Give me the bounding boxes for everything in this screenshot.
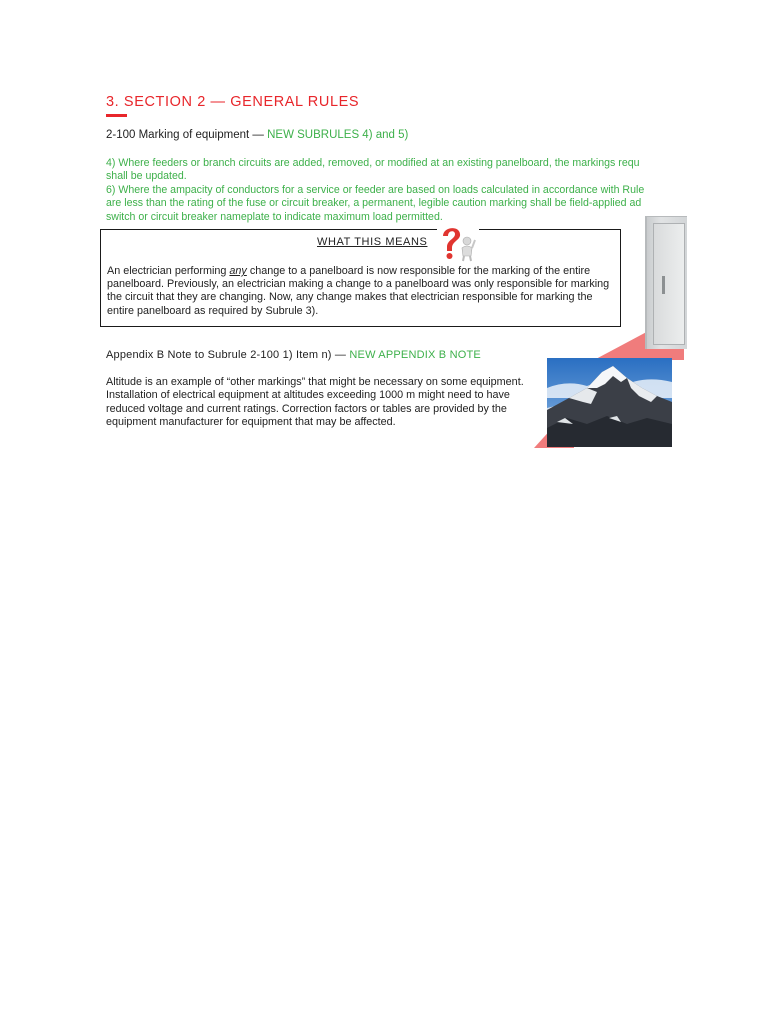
what-this-means-box	[100, 229, 621, 327]
section-title: 3. SECTION 2 — GENERAL RULES	[106, 94, 360, 110]
mountain-photo	[547, 358, 672, 447]
subrule-line: 6) Where the ampacity of conductors for a service or feeder are based on loads calculated in accordance with Rule	[106, 183, 645, 196]
altitude-note: Altitude is an example of “other markings” that might be necessary on some equipment. Installation of electrical equipment at altitudes exceeding 1000 m might need to have reduced voltage and current ratings. Correction factors or tables are provided by the equipment manufacturer for equipment that may be affected.	[106, 376, 524, 429]
appendix-heading-text: Appendix B Note to Subrule 2-100 1) Item n) —	[106, 349, 350, 361]
rule-heading	[106, 129, 408, 141]
what-this-means-heading: WHAT THIS MEANS	[317, 236, 428, 248]
panel-door	[653, 223, 685, 345]
subrule-line: are less than the rating of the fuse or circuit breaker, a permanent, legible caution marking shall be field-applied ad	[106, 197, 642, 210]
question-mark-person-icon	[437, 224, 479, 262]
subrule-line: 4) Where feeders or branch circuits are added, removed, or modified at an existing panelboard, the markings requ	[106, 157, 640, 169]
subrule-line: switch or circuit breaker nameplate to indicate maximum load permitted.	[106, 210, 443, 223]
body-before: An electrician performing	[107, 265, 230, 277]
panelboard-photo	[645, 216, 687, 349]
what-this-means-body	[107, 265, 613, 318]
rule-heading-text: 2-100 Marking of equipment —	[106, 129, 268, 141]
subrule-line: shall be updated.	[106, 170, 187, 183]
appendix-heading	[106, 349, 481, 361]
body-emphasis: any	[229, 265, 247, 277]
subrules-text	[106, 157, 691, 224]
body-after: change to a panelboard is now responsible for the marking of the entire panelboard. Previously, an electrician making a change to a panelboard was only responsible for marking the circuit that they are changing. Now, any change makes that electrician responsible for marking the entire panelboard as required by Subrule 3).	[107, 265, 610, 317]
rule-heading-new: NEW SUBRULES 4) and 5)	[267, 129, 409, 141]
panel-latch	[662, 276, 665, 294]
appendix-heading-new: NEW APPENDIX B NOTE	[349, 349, 481, 361]
title-underline	[106, 114, 127, 117]
